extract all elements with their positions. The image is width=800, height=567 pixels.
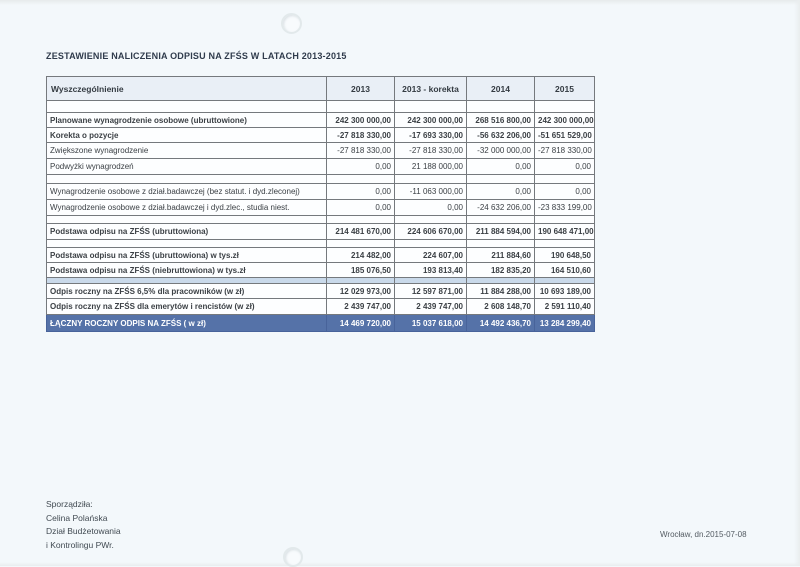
table-header-row bbox=[47, 77, 595, 101]
spacer-cell bbox=[395, 216, 467, 224]
row-label: Planowane wynagrodzenie osobowe (ubruttowione) bbox=[47, 113, 327, 128]
value-cell: 0,00 bbox=[535, 184, 595, 200]
table-row bbox=[47, 128, 595, 143]
table-row bbox=[47, 143, 595, 159]
value-cell: 14 469 720,00 bbox=[327, 315, 395, 332]
value-cell: 242 300 000,00 bbox=[395, 113, 467, 128]
row-label: Zwiększone wynagrodzenie bbox=[47, 143, 327, 159]
value-cell: -24 632 206,00 bbox=[467, 200, 535, 216]
value-cell: 0,00 bbox=[395, 200, 467, 216]
value-cell: 185 076,50 bbox=[327, 263, 395, 278]
table-row bbox=[47, 224, 595, 240]
row-label: Podstawa odpisu na ZFŚS (ubruttowiona) bbox=[47, 224, 327, 240]
row-label: Korekta o pozycje bbox=[47, 128, 327, 143]
value-cell: 0,00 bbox=[467, 159, 535, 175]
spacer-cell bbox=[327, 240, 395, 248]
value-cell: 242 300 000,00 bbox=[327, 113, 395, 128]
value-cell: 2 591 110,40 bbox=[535, 299, 595, 315]
value-cell: -51 651 529,00 bbox=[535, 128, 595, 143]
value-cell: 0,00 bbox=[327, 184, 395, 200]
table-row bbox=[47, 248, 595, 263]
row-label: Odpis roczny na ZFŚS 6,5% dla pracowników (w zł) bbox=[47, 284, 327, 299]
value-cell: 268 516 800,00 bbox=[467, 113, 535, 128]
zfss-table-body bbox=[47, 77, 595, 332]
spacer-cell bbox=[535, 240, 595, 248]
table-row bbox=[47, 284, 595, 299]
spacer-cell bbox=[535, 101, 595, 113]
row-label: Podstawa odpisu na ZFŚS (niebruttowiona) w tys.zł bbox=[47, 263, 327, 278]
value-cell: 0,00 bbox=[535, 159, 595, 175]
spacer-cell bbox=[467, 101, 535, 113]
column-header-2013: 2013 bbox=[327, 77, 395, 101]
value-cell: 164 510,60 bbox=[535, 263, 595, 278]
spacer-cell bbox=[467, 216, 535, 224]
spacer-cell bbox=[47, 216, 327, 224]
value-cell: 21 188 000,00 bbox=[395, 159, 467, 175]
value-cell: 214 481 670,00 bbox=[327, 224, 395, 240]
value-cell: -27 818 330,00 bbox=[327, 143, 395, 159]
prepared-by-line: Sporządziła: bbox=[46, 499, 93, 509]
value-cell: 14 492 436,70 bbox=[467, 315, 535, 332]
value-cell: 193 813,40 bbox=[395, 263, 467, 278]
place-date: Wrocław, dn.2015-07-08 bbox=[660, 530, 747, 539]
prepared-by-block bbox=[46, 498, 121, 552]
column-header-label: Wyszczególnienie bbox=[47, 77, 327, 101]
table-total-row bbox=[47, 315, 595, 332]
value-cell: -11 063 000,00 bbox=[395, 184, 467, 200]
value-cell: -17 693 330,00 bbox=[395, 128, 467, 143]
value-cell: 190 648 471,00 bbox=[535, 224, 595, 240]
row-label: ŁĄCZNY ROCZNY ODPIS NA ZFŚS ( w zł) bbox=[47, 315, 327, 332]
value-cell: 211 884 594,00 bbox=[467, 224, 535, 240]
value-cell: 2 439 747,00 bbox=[395, 299, 467, 315]
spacer-cell bbox=[327, 175, 395, 184]
row-label: Wynagrodzenie osobowe z dział.badawczej (bez statut. i dyd.zleconej) bbox=[47, 184, 327, 200]
spacer-cell bbox=[535, 216, 595, 224]
value-cell: 12 029 973,00 bbox=[327, 284, 395, 299]
spacer-cell bbox=[327, 101, 395, 113]
spacer-cell bbox=[47, 175, 327, 184]
row-label: Wynagrodzenie osobowe z dział.badawczej i dyd.zlec., studia niest. bbox=[47, 200, 327, 216]
prepared-by-line: i Kontrolingu PWr. bbox=[46, 539, 114, 550]
value-cell: 12 597 871,00 bbox=[395, 284, 467, 299]
value-cell: 15 037 618,00 bbox=[395, 315, 467, 332]
value-cell: 242 300 000,00 bbox=[535, 113, 595, 128]
spacer-cell bbox=[467, 175, 535, 184]
spacer-cell bbox=[327, 216, 395, 224]
value-cell: -27 818 330,00 bbox=[395, 143, 467, 159]
spacer-cell bbox=[47, 240, 327, 248]
table-spacer-row bbox=[47, 216, 595, 224]
value-cell: -32 000 000,00 bbox=[467, 143, 535, 159]
row-label: Podstawa odpisu na ZFŚS (ubruttowiona) w tys.zł bbox=[47, 248, 327, 263]
column-header-2015: 2015 bbox=[535, 77, 595, 101]
value-cell: 182 835,20 bbox=[467, 263, 535, 278]
value-cell: 0,00 bbox=[327, 159, 395, 175]
value-cell: 224 607,00 bbox=[395, 248, 467, 263]
table-row bbox=[47, 184, 595, 200]
value-cell: -56 632 206,00 bbox=[467, 128, 535, 143]
spacer-cell bbox=[47, 101, 327, 113]
scan-edge-right bbox=[794, 0, 800, 566]
scan-edge-bottom bbox=[0, 562, 800, 566]
value-cell: 0,00 bbox=[327, 200, 395, 216]
spacer-cell bbox=[395, 175, 467, 184]
spacer-cell bbox=[467, 240, 535, 248]
zfss-table bbox=[46, 76, 595, 332]
value-cell: 2 608 148,70 bbox=[467, 299, 535, 315]
table-spacer-row bbox=[47, 240, 595, 248]
table-row bbox=[47, 159, 595, 175]
punch-hole-bottom bbox=[283, 547, 303, 567]
value-cell: -27 818 330,00 bbox=[327, 128, 395, 143]
row-label: Odpis roczny na ZFŚS dla emerytów i rencistów (w zł) bbox=[47, 299, 327, 315]
value-cell: 190 648,50 bbox=[535, 248, 595, 263]
value-cell: 10 693 189,00 bbox=[535, 284, 595, 299]
value-cell: 0,00 bbox=[467, 184, 535, 200]
prepared-by-line: Dział Budżetowania bbox=[46, 526, 121, 536]
page-title: ZESTAWIENIE NALICZENIA ODPISU NA ZFŚS W LATACH 2013-2015 bbox=[46, 51, 347, 61]
value-cell: 214 482,00 bbox=[327, 248, 395, 263]
spacer-cell bbox=[535, 175, 595, 184]
table-row bbox=[47, 263, 595, 278]
prepared-by-line: Celina Polańska bbox=[46, 512, 108, 523]
value-cell: -23 833 199,00 bbox=[535, 200, 595, 216]
value-cell: 2 439 747,00 bbox=[327, 299, 395, 315]
spacer-cell bbox=[395, 240, 467, 248]
table-row bbox=[47, 113, 595, 128]
table-row bbox=[47, 299, 595, 315]
punch-hole-top bbox=[281, 13, 302, 34]
value-cell: 211 884,60 bbox=[467, 248, 535, 263]
value-cell: 11 884 288,00 bbox=[467, 284, 535, 299]
spacer-cell bbox=[395, 101, 467, 113]
table-spacer-row bbox=[47, 175, 595, 184]
table-spacer-row bbox=[47, 101, 595, 113]
value-cell: 224 606 670,00 bbox=[395, 224, 467, 240]
value-cell: 13 284 299,40 bbox=[535, 315, 595, 332]
value-cell: -27 818 330,00 bbox=[535, 143, 595, 159]
scan-edge-top bbox=[0, 0, 800, 5]
row-label: Podwyżki wynagrodzeń bbox=[47, 159, 327, 175]
table-row bbox=[47, 200, 595, 216]
column-header-2014: 2014 bbox=[467, 77, 535, 101]
column-header-2013-korekta: 2013 - korekta bbox=[395, 77, 467, 101]
